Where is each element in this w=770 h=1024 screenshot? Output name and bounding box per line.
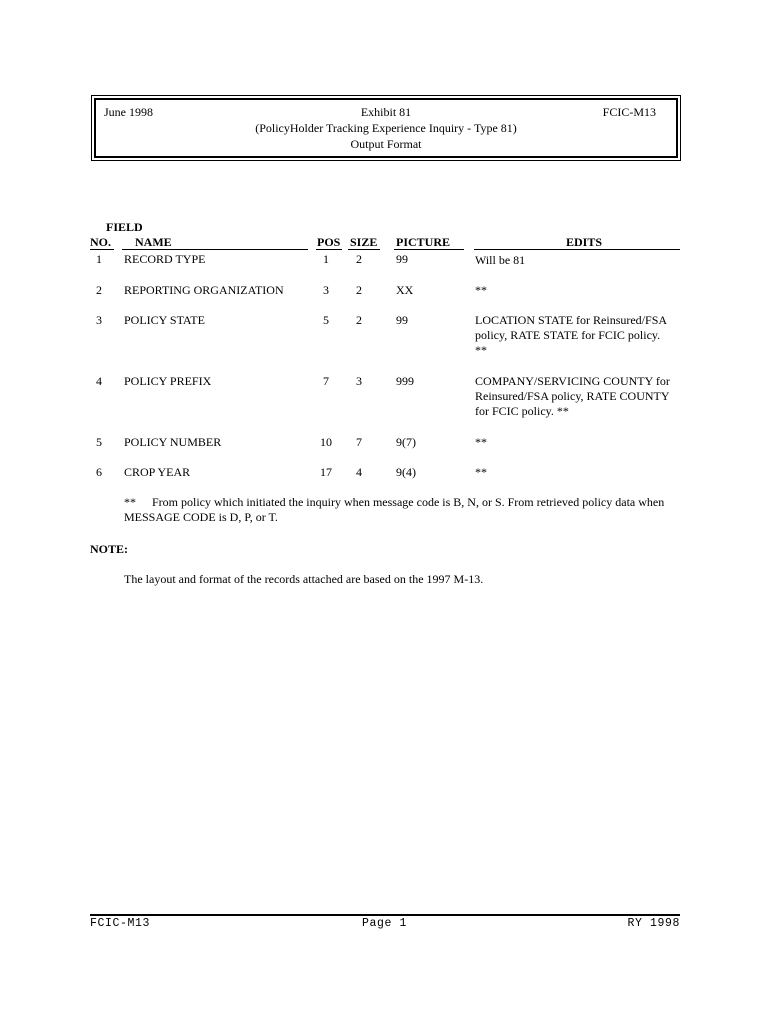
note-text: The layout and format of the records attached are based on the 1997 M-13. (124, 572, 484, 586)
row-3-edits-line-3: ** (475, 343, 487, 357)
row-2-name: REPORTING ORGANIZATION (124, 283, 284, 297)
row-3-pos: 5 (323, 313, 329, 327)
col-head-size: SIZE (350, 235, 378, 249)
underline-picture (394, 249, 464, 250)
row-4-size: 3 (356, 374, 362, 388)
row-4-pos: 7 (323, 374, 329, 388)
row-5-no: 5 (96, 435, 102, 449)
row-4-edits-line-1: COMPANY/SERVICING COUNTY for (475, 374, 670, 388)
footnote-marker: ** (124, 495, 136, 509)
footer-left: FCIC-M13 (90, 917, 151, 930)
row-5-size: 7 (356, 435, 362, 449)
col-head-picture: PICTURE (396, 235, 451, 249)
row-2-edits: ** (475, 283, 487, 297)
underline-name (122, 249, 308, 250)
row-6-size: 4 (356, 465, 362, 479)
row-5-edits: ** (475, 435, 487, 449)
header-date: June 1998 (104, 105, 153, 119)
row-2-no: 2 (96, 283, 102, 297)
header-subtitle2: Output Format (350, 137, 422, 151)
row-1-size: 2 (356, 252, 362, 266)
row-5-name: POLICY NUMBER (124, 435, 222, 449)
header-form-id: FCIC-M13 (602, 105, 656, 119)
header-subtitle: (PolicyHolder Tracking Experience Inquiry - Type 81) (255, 121, 517, 135)
col-head-field: FIELD (106, 220, 143, 234)
row-2-picture: XX (396, 283, 414, 297)
row-1-name: RECORD TYPE (124, 252, 206, 266)
row-3-name: POLICY STATE (124, 313, 205, 327)
row-6-picture: 9(4) (396, 465, 416, 479)
footer-page: Page 1 (362, 917, 408, 930)
note-label: NOTE: (90, 542, 129, 556)
row-6-edits: ** (475, 465, 487, 479)
underline-no (90, 249, 114, 250)
row-5-pos: 10 (320, 435, 332, 449)
row-6-pos: 17 (320, 465, 332, 479)
underline-size (348, 249, 380, 250)
col-head-name: NAME (135, 235, 172, 249)
underline-edits (474, 249, 680, 250)
row-3-edits-line-1: LOCATION STATE for Reinsured/FSA (475, 313, 668, 327)
row-4-edits-line-2: Reinsured/FSA policy, RATE COUNTY (475, 389, 670, 403)
footnote-line-1: From policy which initiated the inquiry when message code is B, N, or S. From retrieved policy data when (152, 495, 665, 509)
underline-pos (316, 249, 342, 250)
row-3-no: 3 (96, 313, 102, 327)
row-1-pos: 1 (323, 252, 329, 266)
row-3-edits-line-2: policy, RATE STATE for FCIC policy. (475, 328, 661, 342)
row-6-no: 6 (96, 465, 102, 479)
header-title: Exhibit 81 (360, 105, 412, 119)
col-head-edits: EDITS (566, 235, 603, 249)
row-4-picture: 999 (396, 374, 414, 388)
footnote-line-2: MESSAGE CODE is D, P, or T. (124, 510, 278, 524)
footer-rule (90, 914, 680, 916)
row-1-edits: Will be 81 (475, 253, 526, 267)
row-4-no: 4 (96, 374, 102, 388)
row-2-size: 2 (356, 283, 362, 297)
row-2-pos: 3 (323, 283, 329, 297)
row-3-picture: 99 (396, 313, 408, 327)
row-3-size: 2 (356, 313, 362, 327)
row-4-edits-line-3: for FCIC policy. ** (475, 404, 569, 418)
col-head-no: NO. (90, 235, 111, 249)
row-5-picture: 9(7) (396, 435, 416, 449)
row-1-no: 1 (96, 252, 102, 266)
footer-right: RY 1998 (627, 917, 680, 930)
row-4-name: POLICY PREFIX (124, 374, 212, 388)
col-head-pos: POS (317, 235, 341, 249)
row-1-picture: 99 (396, 252, 408, 266)
row-6-name: CROP YEAR (124, 465, 191, 479)
